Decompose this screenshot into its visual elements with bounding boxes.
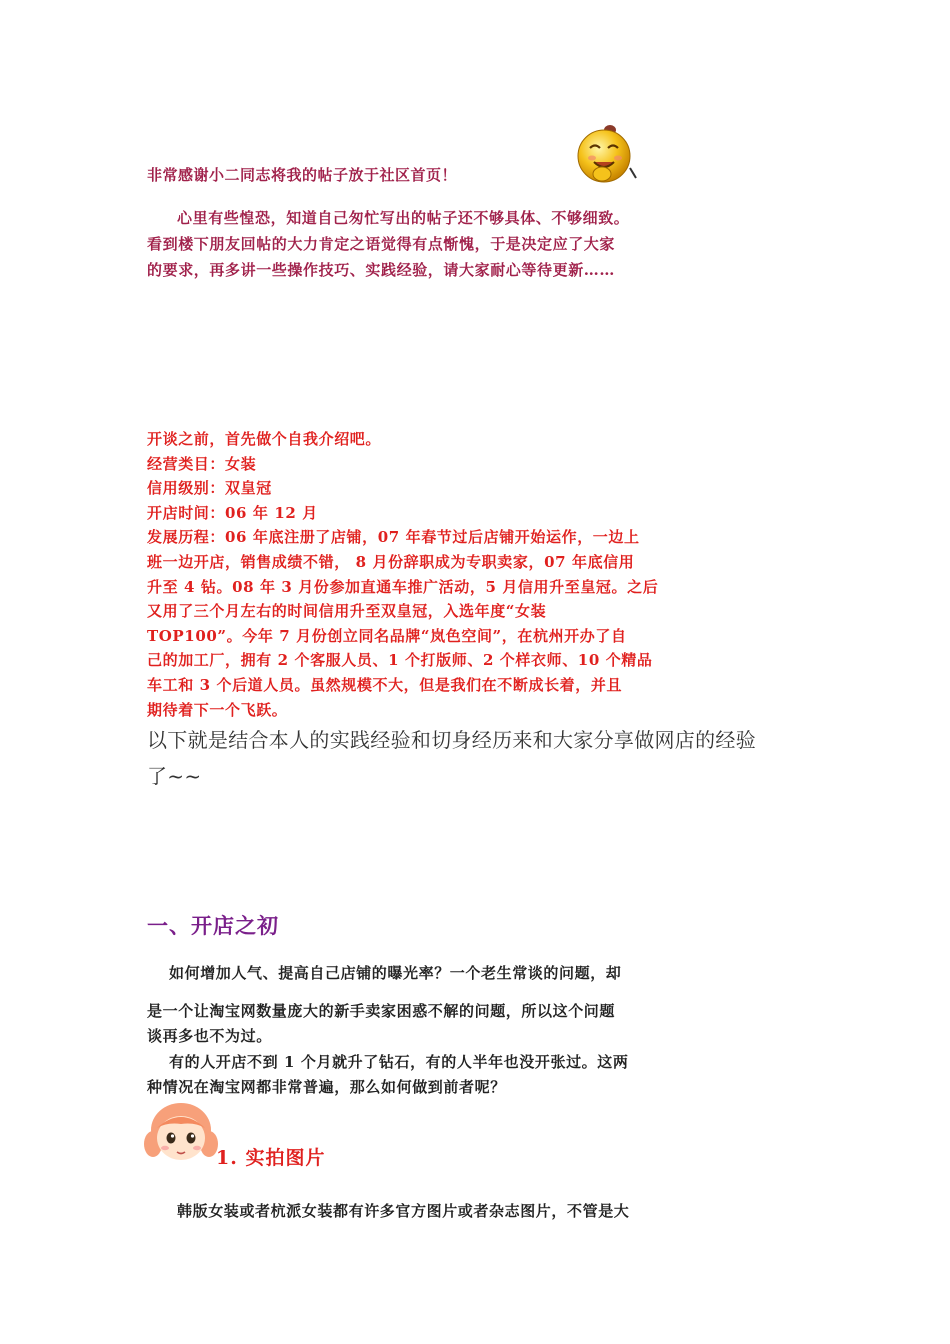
bio-credit: 信用级别：双皇冠: [147, 479, 272, 498]
bio-history-line: 己的加工厂，拥有 2 个客服人员、1 个打版师、2 个样衣师、10 个精品: [147, 651, 653, 670]
bio-history-line: 又用了三个月左右的时间信用升至双皇冠，入选年度“女装: [147, 602, 547, 621]
bio-history-line: 班一边开店，销售成绩不错， 8 月份辞职成为专职卖家，07 年底信用: [147, 552, 635, 571]
intro-paragraph: [147, 205, 807, 283]
last-paragraph-line: [147, 1200, 807, 1221]
bio-history-line: 升至 4 钻。08 年 3 月份参加直通车推广活动，5 月信用升至皇冠。之后: [147, 577, 659, 596]
intro-line-1: 心里有些惶恐，知道自己匆忙写出的帖子还不够具体、不够细致。: [177, 209, 630, 227]
bio-category: 经营类目：女装: [147, 454, 257, 473]
cartoon-girl-icon: [143, 1098, 218, 1168]
self-introduction: [147, 427, 807, 722]
section-heading: 一、开店之初: [147, 913, 279, 938]
bio-history-line: 车工和 3 个后道人员。虽然规模不大，但是我们在不断成长着，并且: [147, 675, 623, 694]
intro-line-3: 的要求，再多讲一些操作技巧、实践经验，请大家耐心等待更新……: [147, 261, 616, 279]
section-paragraph-line-4: [147, 1051, 807, 1072]
share-line-2: 了~~: [147, 764, 202, 788]
section-paragraph-line-5: 种情况在淘宝网都非常普遍，那么如何做到前者呢？: [147, 1078, 506, 1096]
bio-history-line: TOP100”。今年 7 月份创立同名品牌“岚色空间”，在杭州开办了自: [147, 626, 627, 645]
bio-open-date: 开店时间：06 年 12 月: [147, 503, 318, 522]
section-text: 韩版女装或者杭派女装都有许多官方图片或者杂志图片，不管是大: [177, 1202, 630, 1220]
smiley-emoticon-icon: [572, 122, 640, 190]
sub-heading: 1. 实拍图片: [216, 1147, 326, 1169]
bio-history-line: 发展历程：06 年底注册了店铺，07 年春节过后店铺开始运作，一边上: [147, 528, 640, 547]
bio-lead: 开谈之前，首先做个自我介绍吧。: [147, 430, 382, 448]
section-paragraph-line-3: 谈再多也不为过。: [147, 1027, 272, 1045]
share-intro: [147, 722, 807, 794]
section-paragraph-line-1: [147, 962, 807, 983]
section-text: 如何增加人气、提高自己店铺的曝光率？一个老生常谈的问题，却: [169, 964, 622, 982]
section-text: 有的人开店不到 1 个月就升了钻石，有的人半年也没开张过。这两: [169, 1053, 629, 1071]
thanks-line: 非常感谢小二同志将我的帖子放于社区首页！: [147, 166, 458, 184]
bio-history-line: 期待着下一个飞跃。: [147, 700, 288, 719]
intro-line-2: 看到楼下朋友回帖的大力肯定之语觉得有点惭愧，于是决定应了大家: [147, 235, 616, 253]
share-line-1: 以下就是结合本人的实践经验和切身经历来和大家分享做网店的经验: [147, 728, 756, 752]
section-paragraph-line-2: 是一个让淘宝网数量庞大的新手卖家困惑不解的问题，所以这个问题: [147, 1002, 616, 1020]
